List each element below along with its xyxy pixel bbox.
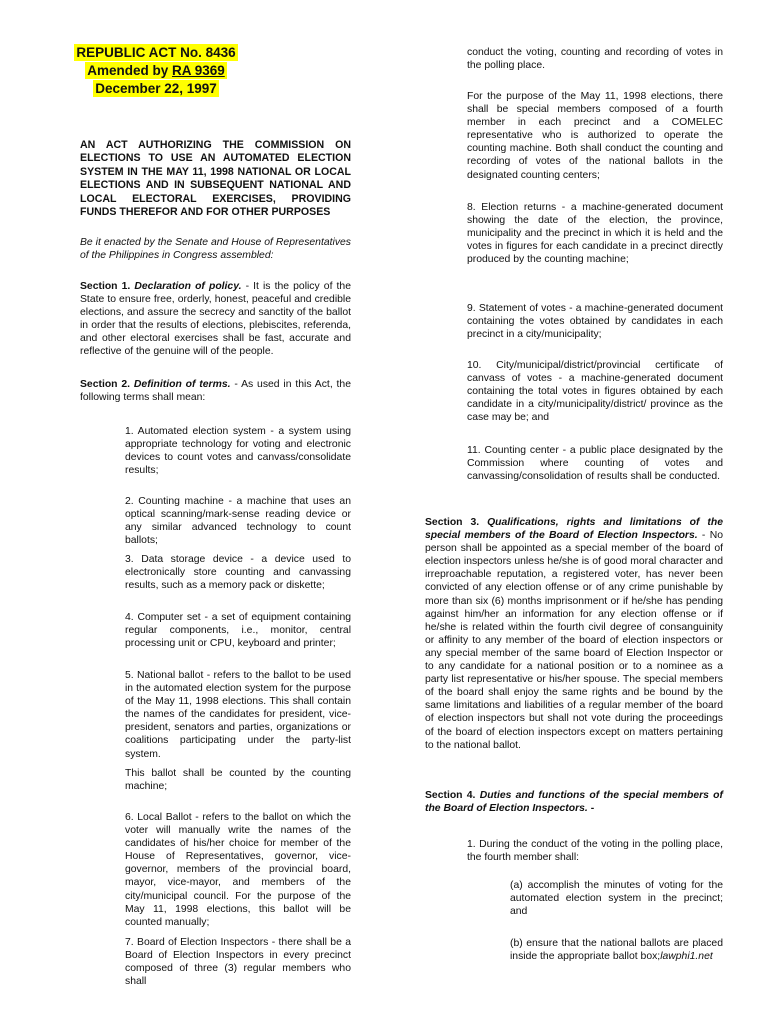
amended-by-prefix: Amended by	[87, 63, 172, 78]
definition-item: 7. Board of Election Inspectors - there shall be a Board of Election Inspectors in every precinct composed of three (3) regular members who shall	[125, 937, 351, 988]
ra-9369-link[interactable]: RA 9369	[171, 63, 225, 78]
definition-item: For the purpose of the May 11, 1998 elections, there shall be special members composed of a fourth member in each precinct and a COMELEC representative who is authorized to operate the counting machine. Both shall conduct the counting and recording of votes of the national ballots in the designated counting centers;	[467, 91, 723, 181]
section-4-label: Section 4.	[425, 790, 476, 801]
definition-item: 6. Local Ballot - refers to the ballot on which the voter will manually write the names of the candidates of his/her choice for member of the House of Representatives, governor, vice-governor, members of the provincial board, mayor, vice-mayor, and members of the city/municipal council. For the purpose of the May 11, 1998 elections, this ballot will be counted manually;	[125, 812, 351, 928]
definition-item: 2. Counting machine - a machine that uses an optical scanning/mark-sense reading device or any similar advanced technology to count ballots;	[125, 496, 351, 547]
section-1-heading: Declaration of policy.	[134, 281, 242, 292]
duty-item-1: 1. During the conduct of the voting in the polling place, the fourth member shall:	[467, 839, 723, 864]
document-header	[56, 44, 256, 98]
act-title: AN ACT AUTHORIZING THE COMMISSION ON ELECTIONS TO USE AN AUTOMATED ELECTION SYSTEM IN THE MAY 11, 1998 NATIONAL OR LOCAL ELECTIONS AND IN SUBSEQUENT NATIONAL AND LOCAL ELECTORAL EXERCISES, PROVIDING FUNDS THEREFOR AND FOR OTHER PURPOSES	[80, 139, 351, 219]
definition-item: 3. Data storage device - a device used to electronically store counting and canvassing results, such as a memory pack or diskette;	[125, 554, 351, 592]
section-3-text: - No person shall be appointed as a special member of the board of election inspectors unless he/she is of good moral character and irreproachable reputation, a registered voter, has never been convicted of any election offense or of any crime punishable by more than six (6) months imprisonment or if he/she has pending against him/her an information for any election offense or if he/she is related within the fourth civil degree of consanguinity or affinity to any member of the board of election inspectors or any special member of the same board of Election Inspector or to any candidate for a national position or to a nominee as a party list representative or his/her spouse. The special members of the board shall enjoy the same rights and be bound by the same limitations and liabilities of a regular member of the board of election inspectors but shall not vote during the proceedings of the board of election inspectors except on matters pertaining to the national ballot.	[425, 530, 723, 751]
section-1-text: - It is the policy of the State to ensure free, orderly, honest, peaceful and credible elections, and assure the secrecy and sanctity of the ballot in order that the results of elections, plebiscites, referenda, and other electoral exercises shall be fast, accurate and reflective of the genuine will of the people.	[80, 281, 351, 358]
section-3-label: Section 3.	[425, 517, 480, 528]
section-2-heading: Definition of terms.	[133, 379, 231, 390]
republic-act-number: REPUBLIC ACT No. 8436	[76, 45, 236, 60]
section-3	[425, 516, 723, 752]
amended-by-line	[85, 62, 227, 79]
definition-item: 9. Statement of votes - a machine-generated document containing the votes obtained by candidates in each precinct in a city/municipality;	[467, 303, 723, 341]
section-3-heading: Qualifications, rights and limitations of the special members of the Board of Election Inspectors.	[425, 517, 723, 542]
section-4-intro	[425, 789, 723, 815]
enacting-clause: Be it enacted by the Senate and House of Representatives of the Philippines in Congress assembled:	[80, 237, 351, 262]
section-2-text: - As used in this Act, the following terms shall mean:	[80, 379, 351, 404]
duty-sub-item-b	[510, 937, 723, 963]
section-1	[80, 280, 351, 359]
section-4-text: -	[587, 803, 595, 815]
definition-item: 1. Automated election system - a system using appropriate technology for voting and electronic devices to count votes and canvass/consolidate results;	[125, 426, 351, 477]
section-2-label: Section 2.	[80, 379, 131, 390]
definition-item: 10. City/municipal/district/provincial certificate of canvass of votes - a machine-generated document containing the total votes in figures obtained by each candidate in a city/municipality/district/ province as the case may be; and	[467, 360, 723, 424]
definition-item: 5. National ballot - refers to the ballot to be used in the automated election system for the purpose of the May 11, 1998 elections. This shall contain the names of the candidates for president, vice-president, senators and parties, organizations or coalitions participating under the party-list system.	[125, 670, 351, 760]
section-2-intro	[80, 378, 351, 404]
definition-item: 4. Computer set - a set of equipment containing regular components, i.e., monitor, central processing unit or CPU, keyboard and printer;	[125, 612, 351, 650]
definition-item: 11. Counting center - a public place designated by the Commission where counting of votes and canvassing/consolidation of results shall be conducted.	[467, 445, 723, 483]
section-4-heading: Duties and functions of the special members of the Board of Election Inspectors.	[425, 790, 723, 815]
definition-item: conduct the voting, counting and recording of votes in the polling place.	[467, 47, 723, 72]
duty-sub-item-a: (a) accomplish the minutes of voting for the automated election system in the precinct; and	[510, 880, 723, 918]
duty-sub-item-b-text: (b) ensure that the national ballots are placed inside the appropriate ballot box;	[510, 938, 723, 963]
section-1-label: Section 1.	[80, 281, 131, 292]
definition-item: 8. Election returns - a machine-generated document showing the date of the election, the province, municipality and the precinct in which it is held and the votes in figures for each candidate in a precinct directly produced by the counting machine;	[467, 202, 723, 266]
act-date: December 22, 1997	[95, 81, 217, 96]
lawphil-watermark: lawphi1.net	[660, 951, 713, 963]
definition-item: This ballot shall be counted by the counting machine;	[125, 768, 351, 793]
